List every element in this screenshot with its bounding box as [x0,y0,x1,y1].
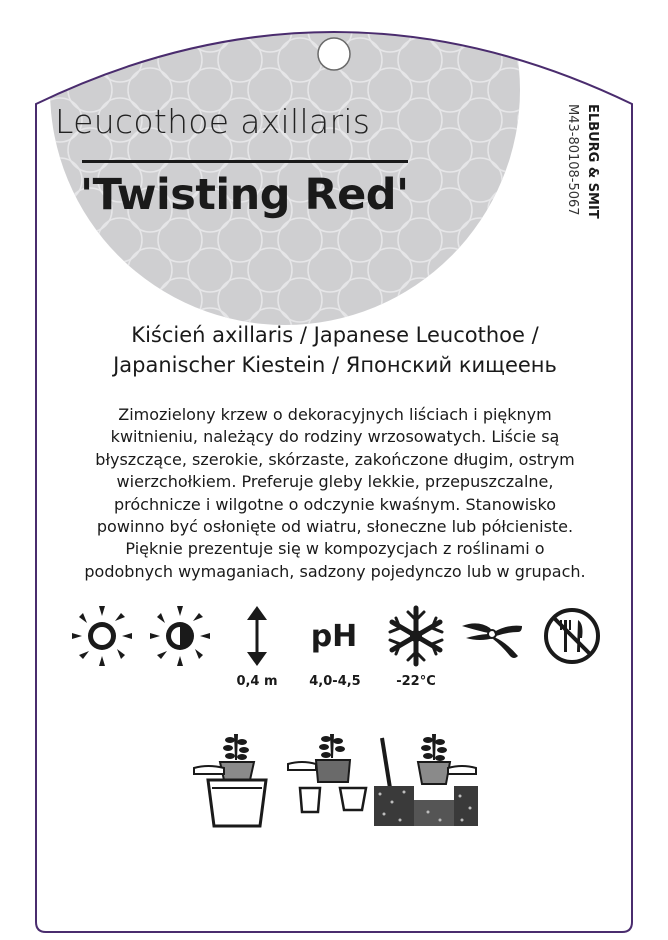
brand-name: ELBURG & SMIT [585,104,600,219]
title-divider [82,160,408,163]
remove-pot-icon [286,730,376,830]
ph-value: 4,0-4,5 [309,674,361,689]
description: Zimozielony krzew o dekoracyjnych liściach i pięknym kwitnieniu, należący do rodziny wrzosowatych. Liście są błyszczące, szerokie, skórzaste, zakończone długim, ostrym wierzchołkiem. Preferuje gleby lekkie, przepuszczalne, próchnicze i wilgotne o odczynie kwaśnym. Stanowisko powinno być osłonięte od wiatru, słoneczne lub półcieniste. Pięknie prezentuje się w kompozycjach z roślinami o podobnych wymaganiach, sadzony pojedynczo lub w grupach. [84,405,586,581]
hardiness-value: -22°C [396,674,436,689]
ph-icon [302,604,366,668]
latin-name: Leucothoe axillaris [55,102,371,141]
ph-symbol: pH [310,619,358,654]
frost-snowflake-icon [384,604,448,668]
not-edible-icon [540,604,604,668]
water-root-ball-icon [190,730,280,830]
product-code: M43-80108-5067 [565,104,580,216]
cultivar-name: 'Twisting Red' [80,170,409,220]
height-value: 0,4 m [236,674,278,689]
partial-shade-icon [148,604,212,668]
common-names [70,320,600,380]
common-names-line-1: Kiścień axillaris / Japanese Leucothoe / [131,323,539,347]
height-arrow-icon [225,604,289,668]
hang-hole [318,38,350,70]
pruning-shears-icon [460,604,524,668]
plant-in-ground-icon [374,730,478,830]
common-names-line-2: Japanischer Kiestein / Японский кищеень [113,353,557,377]
full-sun-icon [70,604,134,668]
